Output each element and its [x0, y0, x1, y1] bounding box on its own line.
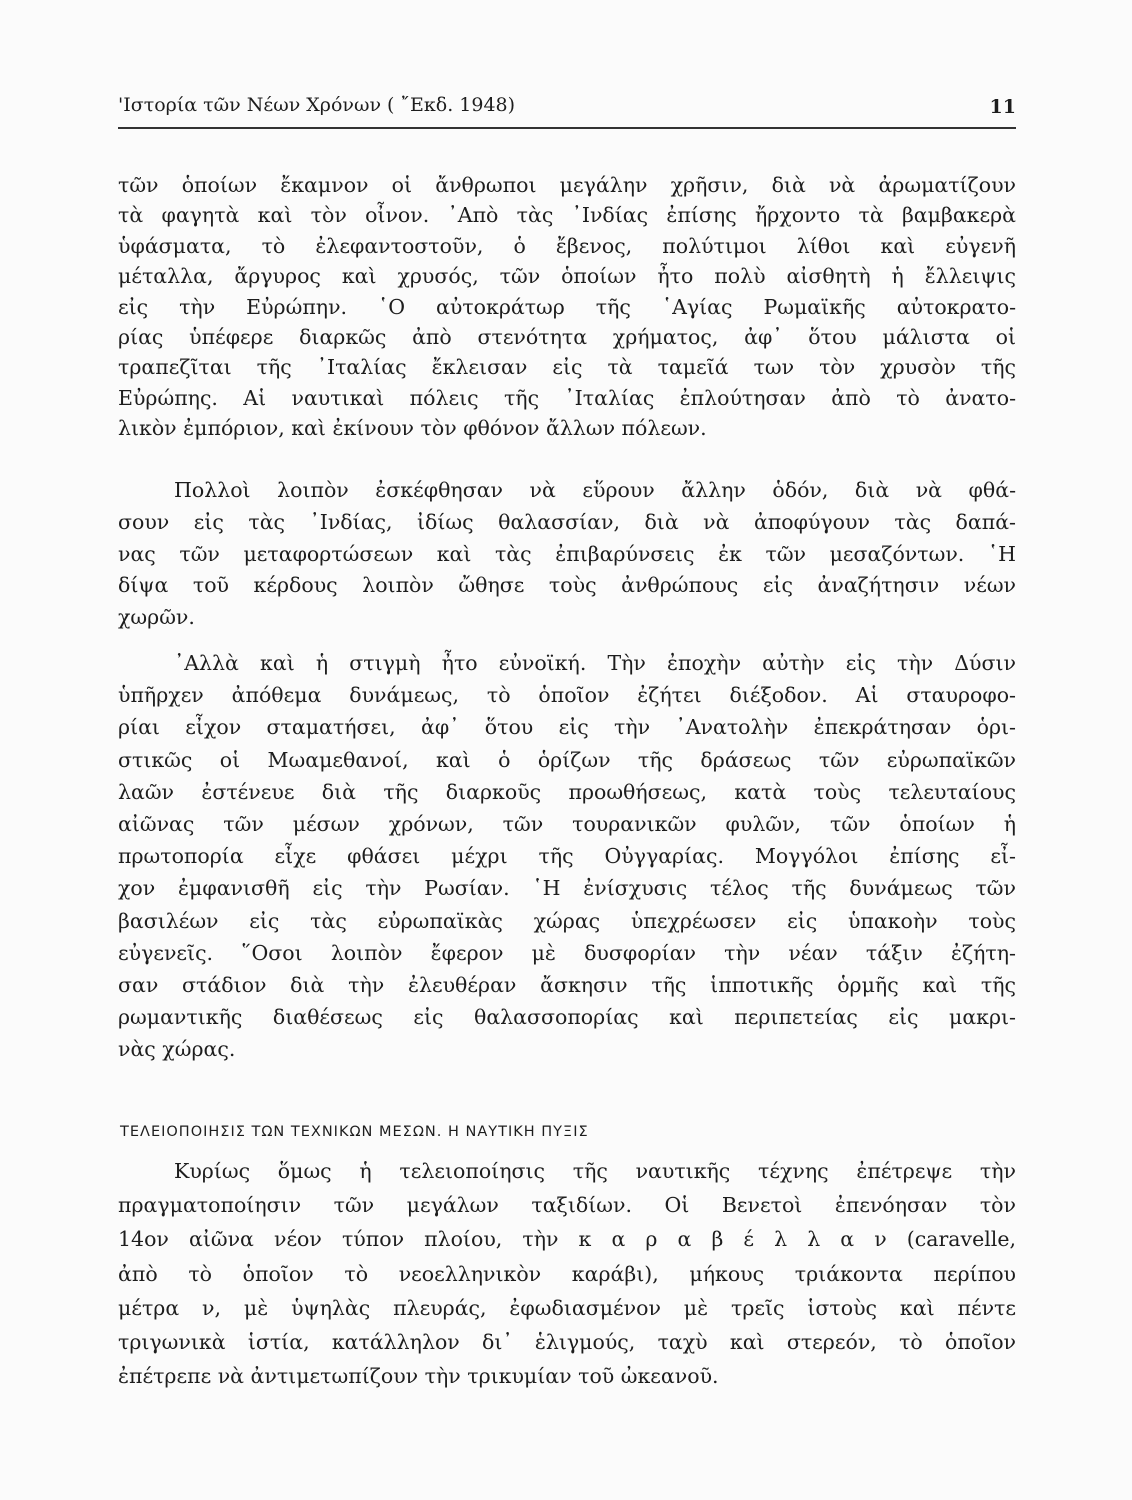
section-heading: ΤΕΛΕΙΟΠΟΙΗΣΙΣ ΤΩΝ ΤΕΧΝΙΚΩΝ ΜΕΣΩΝ. Η ΝΑΥΤΙΚΗ ΠΥΞΙΣ [120, 1124, 589, 1140]
text-line: Κυρίως ὅμως ἡ τελειοποίησις τῆς ναυτικῆς τέχνης ἐπέτρεψε τὴν [174, 1159, 1016, 1183]
text-line: τριγωνικὰ ἱστία, κατάλληλον δι᾿ ἑλιγμούς, ταχὺ καὶ στερεόν, τὸ ὁποῖον [118, 1330, 1016, 1355]
text-line: μέτρα ν, μὲ ὑψηλὰς πλευράς, ἐφωδιασμένον μὲ τρεῖς ἱστοὺς καὶ πέντε [118, 1295, 1016, 1320]
paragraph [118, 1154, 1016, 1393]
text-line: σαν στάδιον διὰ τὴν ἐλευθέραν ἄσκησιν τῆς ἱπποτικῆς ὁρμῆς καὶ τῆς [118, 973, 1016, 998]
text-line: νας τῶν μεταφορτώσεων καὶ τὰς ἐπιβαρύνσεις ἐκ τῶν μεσαζόντων. ῾Η [118, 541, 1016, 566]
text-line: ρίας ὑπέφερε διαρκῶς ἀπὸ στενότητα χρήματος, ἀφ᾿ ὅτου μάλιστα οἱ [118, 325, 1016, 350]
text-line: ἐπέτρεπε νὰ ἀντιμετωπίζουν τὴν τρικυμίαν τοῦ ὠκεανοῦ. [118, 1364, 719, 1389]
running-title: 'Ιστορία τῶν Νέων Χρόνων ( ῎Εκδ. 1948) [118, 94, 516, 116]
text-line: ὑπῆρχεν ἀπόθεμα δυνάμεως, τὸ ὁποῖον ἐζήτει διέξοδον. Αἱ σταυροφο- [118, 683, 1016, 708]
text-line: αἰῶνας τῶν μέσων χρόνων, τῶν τουρανικῶν φυλῶν, τῶν ὁποίων ἡ [118, 812, 1016, 837]
text-line: ὑφάσματα, τὸ ἐλεφαντοστοῦν, ὁ ἔβενος, πολύτιμοι λίθοι καὶ εὐγενῆ [118, 233, 1016, 258]
text-line: χον ἐμφανισθῆ εἰς τὴν Ρωσίαν. ῾Η ἐνίσχυσις τέλος τῆς δυνάμεως τῶν [118, 876, 1016, 901]
text-line: δίψα τοῦ κέρδους λοιπὸν ὤθησε τοὺς ἀνθρώπους εἰς ἀναζήτησιν νέων [118, 573, 1016, 598]
text-line: τῶν ὁποίων ἔκαμνον οἱ ἄνθρωποι μεγάλην χρῆσιν, διὰ νὰ ἀρωματίζουν [118, 173, 1016, 197]
text-line: χωρῶν. [118, 605, 195, 629]
text-line: Εὐρώπης. Αἱ ναυτικαὶ πόλεις τῆς ᾿Ιταλίας ἐπλούτησαν ἀπὸ τὸ ἀνατο- [118, 385, 1016, 410]
text-line: νὰς χώρας. [118, 1037, 236, 1062]
text-line: βασιλέων εἰς τὰς εὐρωπαϊκὰς χώρας ὑπεχρέωσεν εἰς ὑπακοὴν τοὺς [118, 908, 1016, 933]
text-line: τὰ φαγητὰ καὶ τὸν οἶνον. ᾿Απὸ τὰς ᾿Ινδίας ἐπίσης ἤρχοντο τὰ βαμβακερὰ [118, 203, 1016, 228]
text-line: μέταλλα, ἄργυρος καὶ χρυσός, τῶν ὁποίων ἦτο πολὺ αἰσθητὴ ἡ ἔλλειψις [118, 264, 1016, 289]
paragraph [118, 475, 1016, 634]
text-line: λαῶν ἐστένευε διὰ τῆς διαρκοῦς προωθήσεως, κατὰ τοὺς τελευταίους [118, 779, 1016, 804]
text-line: ᾿Αλλὰ καὶ ἡ στιγμὴ ἦτο εὐνοϊκή. Τὴν ἐποχὴν αὐτὴν εἰς τὴν Δύσιν [174, 651, 1016, 675]
text-line: σουν εἰς τὰς ᾿Ινδίας, ἰδίως θαλασσίαν, διὰ νὰ ἀποφύγουν τὰς δαπά- [118, 509, 1016, 534]
text-line: Πολλοὶ λοιπὸν ἐσκέφθησαν νὰ εὕρουν ἄλλην ὁδόν, διὰ νὰ φθά- [174, 478, 1016, 502]
text-line: τραπεζῖται τῆς ᾿Ιταλίας ἔκλεισαν εἰς τὰ ταμεῖά των τὸν χρυσὸν τῆς [118, 355, 1016, 380]
text-line: εὐγενεῖς. ῞Οσοι λοιπὸν ἔφερον μὲ δυσφορίαν τὴν νέαν τάξιν ἐζήτη- [118, 940, 1016, 965]
text-line: στικῶς οἱ Μωαμεθανοί, καὶ ὁ ὁρίζων τῆς δράσεως τῶν εὐρωπαϊκῶν [118, 747, 1016, 772]
paragraph [118, 170, 1016, 444]
text-line: πρωτοπορία εἶχε φθάσει μέχρι τῆς Οὐγγαρίας. Μογγόλοι ἐπίσης εἶ- [118, 844, 1016, 869]
paragraph [118, 647, 1016, 1066]
text-line: λικὸν ἐμπόριον, καὶ ἐκίνουν τὸν φθόνον ἄλλων πόλεων. [118, 416, 707, 441]
text-line: ρίαι εἶχον σταματήσει, ἀφ᾿ ὅτου εἰς τὴν ᾿Ανατολὴν ἐπεκράτησαν ὁρι- [118, 715, 1016, 740]
running-header [118, 94, 1016, 122]
header-rule [118, 127, 1016, 129]
page-number: 11 [989, 96, 1016, 118]
text-line: 14ον αἰῶνα νέον τύπον πλοίου, τὴν κ α ρ α β έ λ λ α ν (caravelle, [118, 1227, 1016, 1252]
text-line: εἰς τὴν Εὐρώπην. ῾Ο αὐτοκράτωρ τῆς ῾Αγίας Ρωμαϊκῆς αὐτοκρατο- [118, 294, 1016, 319]
text-line: ρωμαντικῆς διαθέσεως εἰς θαλασσοπορίας καὶ περιπετείας εἰς μακρι- [118, 1005, 1016, 1030]
text-line: πραγματοποίησιν τῶν μεγάλων ταξιδίων. Οἱ Βενετοὶ ἐπενόησαν τὸν [118, 1193, 1016, 1218]
text-line: ἀπὸ τὸ ὁποῖον τὸ νεοελληνικὸν καράβι), μήκους τριάκοντα περίπου [118, 1261, 1016, 1286]
